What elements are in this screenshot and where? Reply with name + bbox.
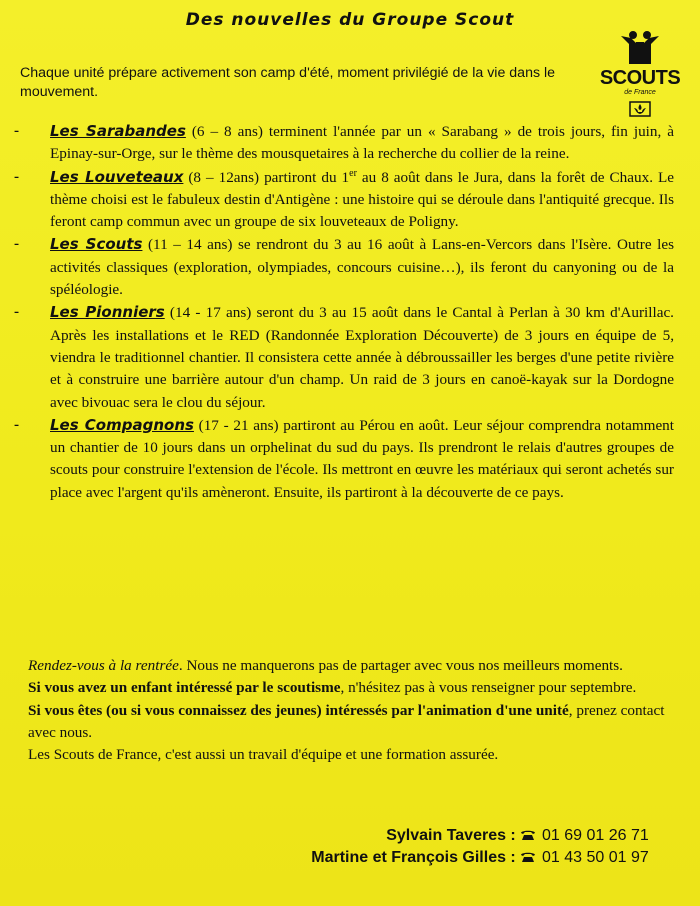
unit-description: (11 – 14 ans) se rendront du 3 au 16 août à Lans-en-Vercors dans l'Isère. Outre les activités classiques (exploration, olympiades, concours cuisine…), ils feront du canyoning ou de la spéléologie. xyxy=(50,236,674,299)
ordinal-suffix: er xyxy=(349,167,357,179)
contact-phone: 01 43 50 01 97 xyxy=(542,849,649,866)
unit-description: (17 - 21 ans) partiront au Pérou en août. Leur séjour comprendra notamment un chantier de 10 jours dans un orphelinat du sud du pays. Ils prendront le relais d'autres groupes de scouts pour construire l'extension de l'école. Ils mettront en œuvre les matériaux qui seront achetés sur place avec l'argent qu'ils amèneront. Ensuite, ils partiront à la découverte de ce pays. xyxy=(50,416,674,501)
list-bullet: - xyxy=(14,167,20,185)
unit-name: Les Scouts xyxy=(50,235,143,254)
contact-name: Martine et François Gilles xyxy=(311,849,506,866)
list-item xyxy=(14,414,674,504)
list-bullet: - xyxy=(14,303,20,321)
fleur-de-lys-icon xyxy=(629,101,651,117)
list-item xyxy=(14,301,674,413)
list-item xyxy=(14,166,674,234)
contact-row: Sylvain Taveres : 01 69 01 26 71 xyxy=(150,825,670,847)
unit-name: Les Compagnons xyxy=(50,415,194,434)
unit-name: Les Louveteaux xyxy=(50,167,184,186)
contact-phone: 01 69 01 26 71 xyxy=(542,827,649,844)
telephone-icon xyxy=(520,851,536,863)
unit-name: Les Pionniers xyxy=(50,303,165,322)
contact-name: Sylvain Taveres xyxy=(386,827,506,844)
logo-brand: SCOUTS xyxy=(599,67,681,89)
logo-subtitle: de France xyxy=(624,89,656,96)
list-item xyxy=(14,233,674,301)
closing-paragraph: Rendez-vous à la rentrée. Nous ne manquerons pas de partager avec vous nos meilleurs moments. xyxy=(28,657,623,674)
unit-description: (14 - 17 ans) seront du 3 au 15 août dans le Cantal à Perlan à 30 km d'Aurillac. Après les installations et le RED (Randonnée Exploration Découverte) de 3 jours en équipe de 5, viendra le traditionnel chantier. Il consistera cette année à débroussailler les berges d'une petite rivière et à construire une barrière autour d'un champ. Un raid de 3 jours en canoë-kayak sur la Dordogne avec bivouac sera le clou du séjour. xyxy=(50,304,674,411)
unit-description: (8 – 12ans) partiront du 1 xyxy=(183,168,350,186)
list-bullet: - xyxy=(14,415,20,433)
telephone-icon xyxy=(520,829,536,841)
unit-description-cont: au 8 août dans le Jura, dans la forêt de Chaux. Le thème choisi est le fabuleux destin d'Antigène : une histoire qui se déroule dans l'antiquité grecque. Ils feront camp commun avec un groupe de six louveteaux de Poligny. xyxy=(50,168,674,231)
intro-paragraph: Chaque unité prépare activement son camp d'été, moment privilégié de la vie dans le mouvement. xyxy=(20,65,556,100)
contact-row: Martine et François Gilles : 01 43 50 01 97 xyxy=(150,847,670,869)
closing-paragraph: Les Scouts de France, c'est aussi un travail d'équipe et une formation assurée. xyxy=(28,746,499,764)
unit-description: (6 – 8 ans) terminent l'année par un « Sarabang » de trois jours, fin juin, à Epinay-sur-Orge, sur le thème des mousquetaires à la recherche du collier de la reine. xyxy=(50,123,674,163)
closing-section xyxy=(28,655,668,766)
units-list xyxy=(14,120,674,504)
list-item xyxy=(14,120,674,166)
list-bullet: - xyxy=(14,235,20,253)
closing-paragraph: Si vous avez un enfant intéressé par le scoutisme, n'hésitez pas à vous renseigner pour septembre. xyxy=(28,679,637,697)
list-bullet: - xyxy=(14,122,20,139)
contacts-block xyxy=(150,825,670,869)
closing-paragraph: Si vous êtes (ou si vous connaissez des jeunes) intéressés par l'animation d'une unité, prenez contact avec nous. xyxy=(28,701,665,741)
page-title: Des nouvelles du Groupe Scout xyxy=(185,10,515,30)
scout-figures-icon xyxy=(617,30,663,66)
unit-name: Les Sarabandes xyxy=(50,122,186,140)
